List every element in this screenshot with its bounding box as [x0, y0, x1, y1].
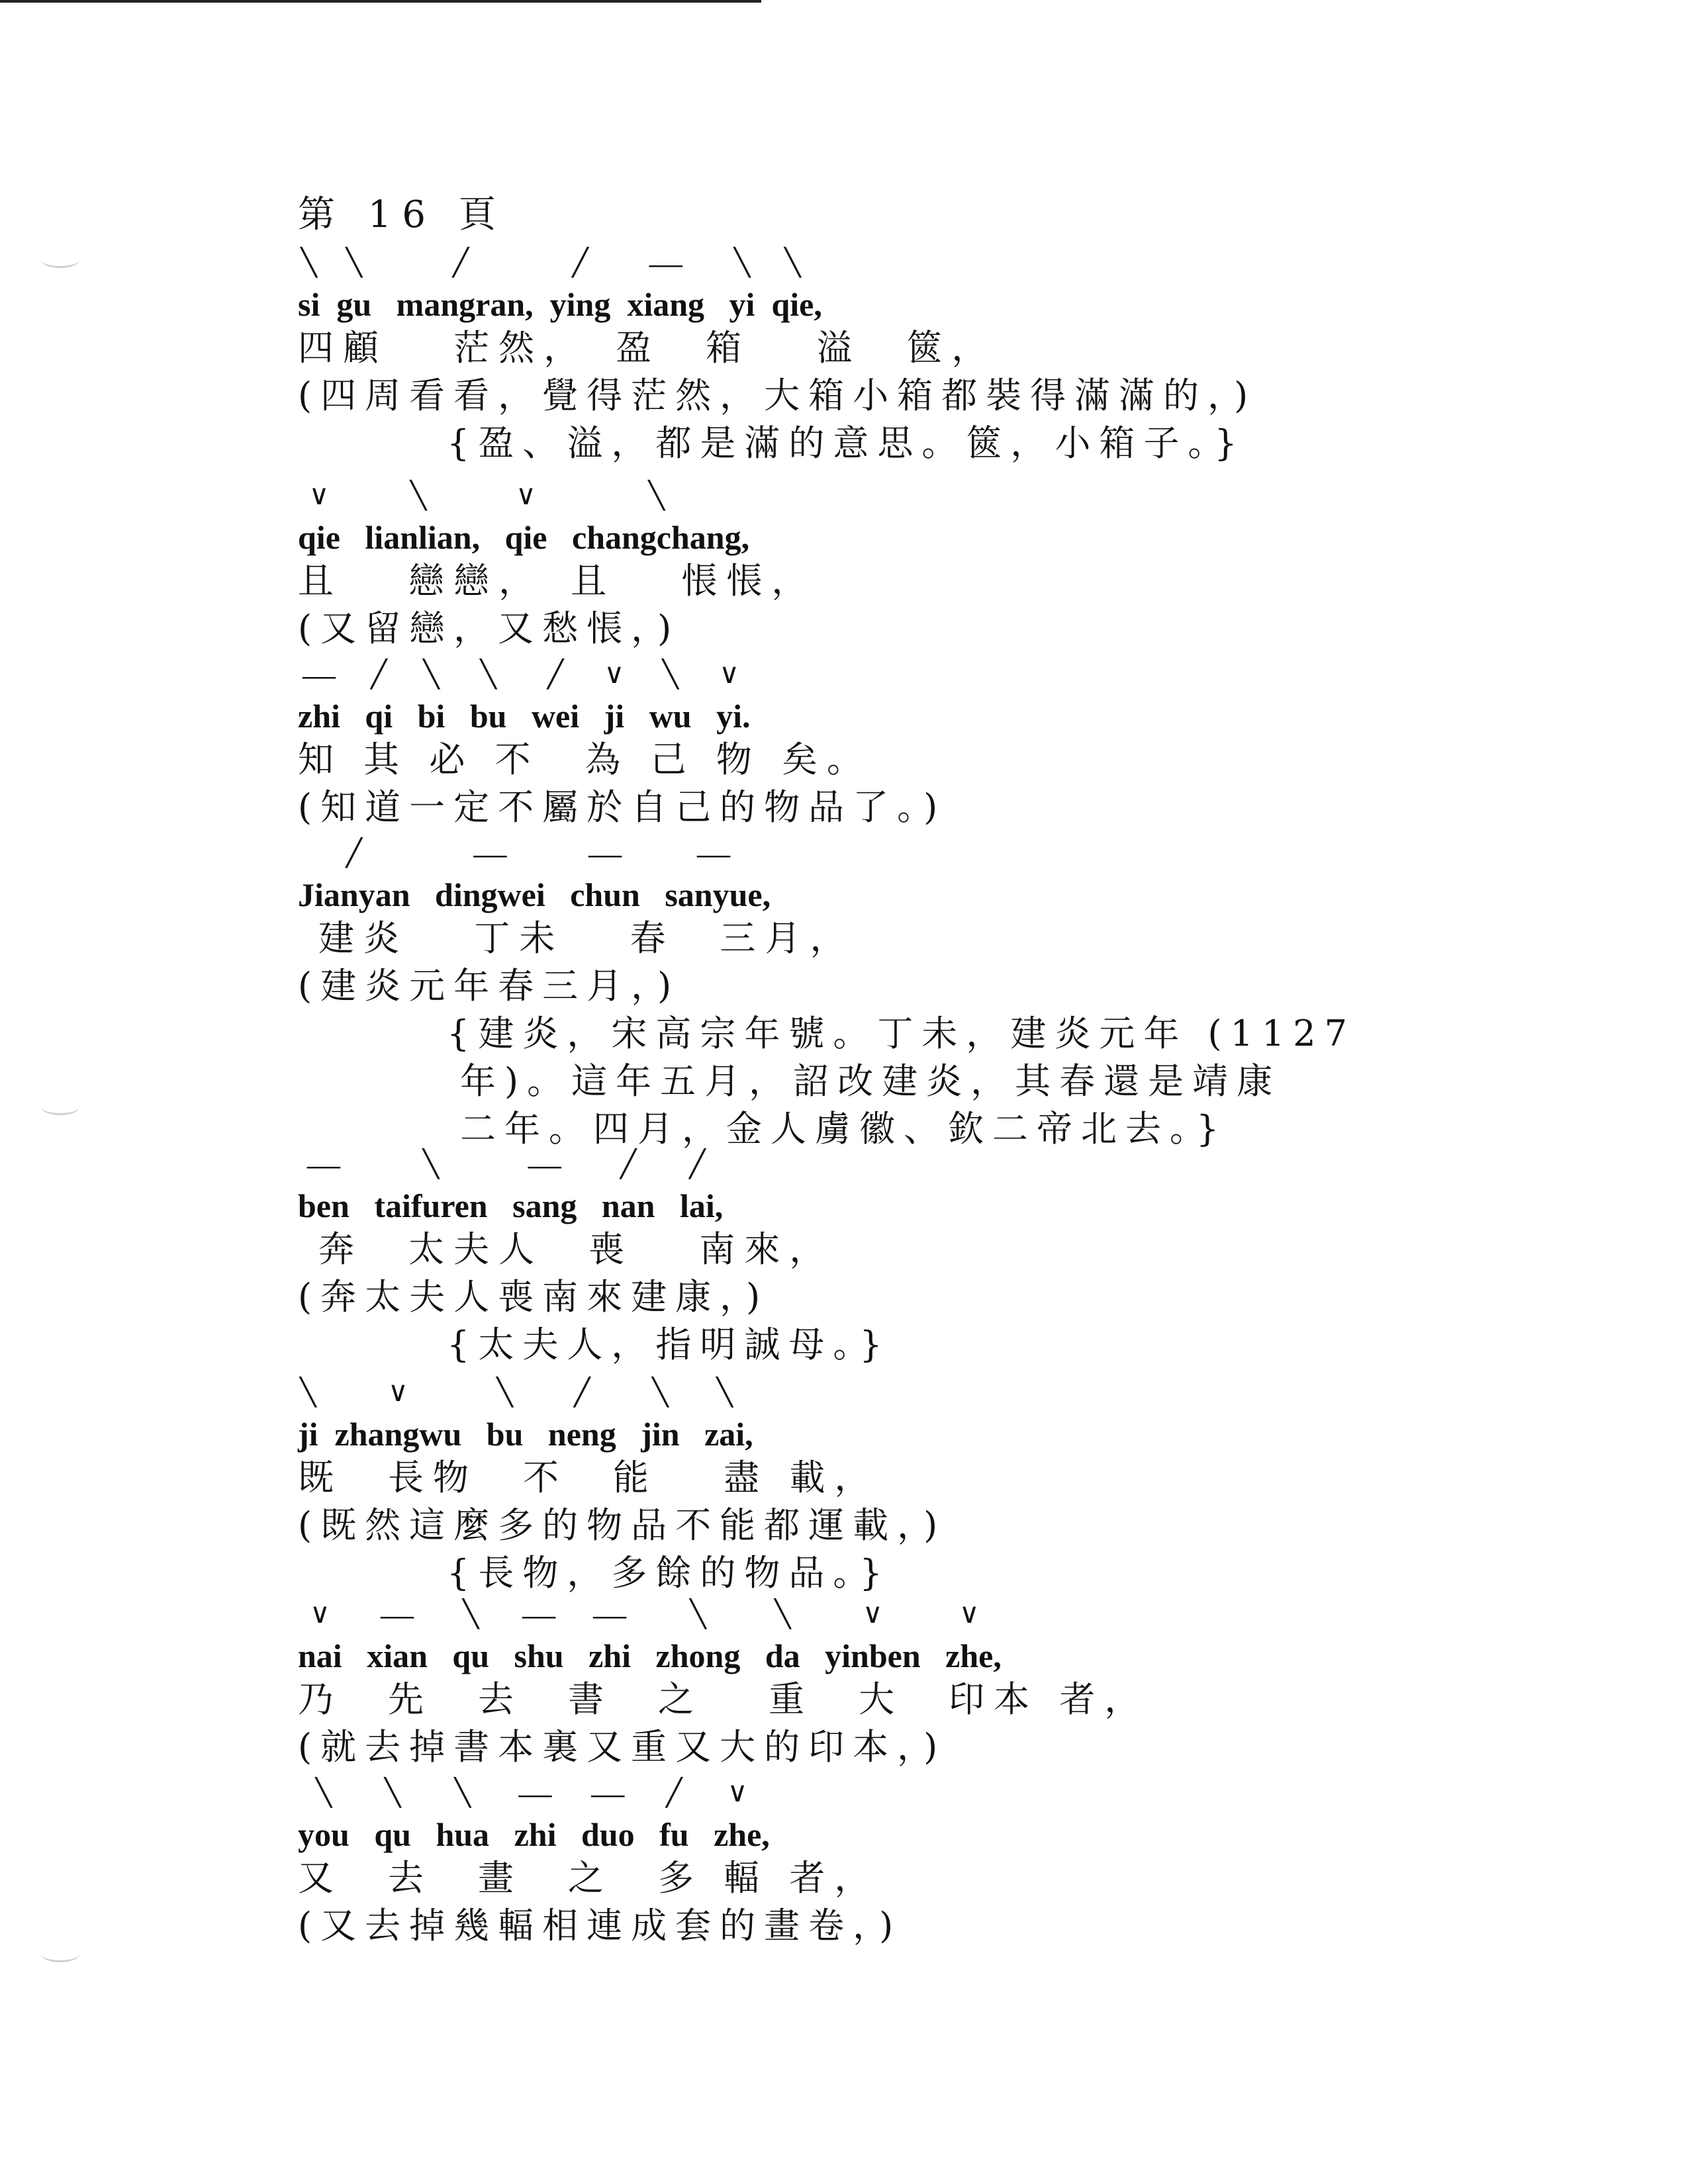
gloss-line: (奔太夫人喪南來建康，): [298, 1276, 769, 1318]
pinyin-syllable: ╲ zhong: [656, 1636, 741, 1676]
pinyin-syllable: ╱ nan: [602, 1186, 655, 1226]
pinyin-syllable: ╲ zai: [704, 1414, 745, 1454]
pinyin-syllable: ╱ mangran: [397, 285, 525, 324]
pinyin-syllable: ╱ qi: [365, 696, 393, 736]
pinyin-syllable: — ben: [298, 1186, 350, 1226]
note-line: 二年。四月，金人虜徽、欽二帝北去。}: [460, 1108, 1228, 1150]
chinese-line: 奔 太夫人 喪 南來，: [298, 1228, 835, 1270]
pinyin-syllable: ╲ si: [298, 285, 320, 324]
pinyin-syllable: ╲ taifuren: [374, 1186, 487, 1226]
note-line: {長物，多餘的物品。}: [447, 1552, 891, 1594]
pinyin-syllable: ∨ ji: [604, 696, 625, 736]
pinyin-syllable: ╲ qu: [374, 1815, 411, 1854]
pinyin-syllable: — zhi: [298, 696, 340, 736]
pinyin-syllable: ╲ wu: [649, 696, 692, 736]
verse-block: [298, 841, 1556, 1153]
pinyin-syllable: — duo: [581, 1815, 635, 1854]
pinyin-syllable: ∨ zhe: [945, 1636, 993, 1676]
pinyin-syllable: — xiang: [627, 285, 704, 324]
pinyin-syllable: ╱ lai: [680, 1186, 715, 1226]
pinyin-syllable: ╲ changchang: [572, 518, 741, 557]
pinyin-line: ╲ si ╲ gu ╱ mangran, ╱ ying — xiang ╲ yi ╲ qie,: [298, 250, 1556, 324]
pinyin-syllable: — xian: [367, 1636, 428, 1676]
pinyin-syllable: ╲ qie: [771, 285, 814, 324]
chinese-line: 既 長物 不 能 盡 載，: [298, 1457, 880, 1498]
verse-block: [298, 483, 1556, 653]
pinyin-syllable: ╲ bu: [487, 1414, 524, 1454]
pinyin-syllable: ∨ yinben: [825, 1636, 921, 1676]
pinyin-syllable: ╲ you: [298, 1815, 350, 1854]
pinyin-syllable: ╲ da: [765, 1636, 800, 1676]
gloss-line: (知道一定不屬於自己的物品了。): [298, 786, 947, 828]
page-title: 第 16 頁: [298, 193, 506, 236]
pinyin-syllable: ∨ qie: [298, 518, 340, 557]
punch-hole-mark: [41, 1099, 79, 1115]
pinyin-syllable: ╲ bu: [470, 696, 507, 736]
pinyin-line: — zhi ╱ qi ╲ bi ╲ bu ╱ wei ∨ ji ╲ wu ∨ yi.: [298, 662, 1556, 736]
pinyin-line: — ben ╲ taifuren — sang ╱ nan ╱ lai,: [298, 1152, 1556, 1226]
pinyin-syllable: — zhi: [588, 1636, 631, 1676]
chinese-line: 又 去 畫 之 多 輻 者，: [298, 1857, 880, 1899]
chinese-line: 乃 先 去 書 之 重 大 印本 者，: [298, 1678, 1150, 1720]
punch-hole-mark: [41, 251, 79, 268]
pinyin-syllable: — sanyue: [665, 875, 762, 915]
gloss-line: (就去掉書本裏又重又大的印本，): [298, 1726, 947, 1768]
note-line: {建炎，宋高宗年號。丁未，建炎元年 (1127: [447, 1013, 1356, 1054]
pinyin-syllable: ∨ zhe: [714, 1815, 761, 1854]
pinyin-line: ∨ qie ╲ lianlian, ∨ qie ╲ changchang,: [298, 483, 1556, 557]
note-line: 年)。這年五月，詔改建炎，其春還是靖康: [460, 1060, 1282, 1102]
scan-top-edge: [0, 0, 761, 3]
gloss-line: (建炎元年春三月，): [298, 965, 680, 1007]
pinyin-syllable: ╱ ying: [550, 285, 611, 324]
pinyin-syllable: ╱ wei: [532, 696, 579, 736]
pinyin-syllable: — sang: [512, 1186, 577, 1226]
pinyin-syllable: ╲ lianlian: [365, 518, 471, 557]
pinyin-syllable: ╲ bi: [418, 696, 445, 736]
gloss-line: (又留戀，又愁悵，): [298, 608, 680, 649]
gloss-line: (既然這麼多的物品不能都運載，): [298, 1504, 947, 1546]
note-line: {盈、溢，都是滿的意思。篋，小箱子。}: [447, 422, 1246, 464]
chinese-line: 知 其 必 不 為 己 物 矣。: [298, 739, 872, 780]
verse-block: [298, 1152, 1556, 1369]
verse-block: [298, 1780, 1556, 1950]
gloss-line: (又去掉幾輻相連成套的畫卷，): [298, 1905, 902, 1946]
verse-block: [298, 250, 1556, 467]
pinyin-syllable: ∨ qie: [505, 518, 547, 557]
pinyin-syllable: — dingwei: [435, 875, 545, 915]
pinyin-line: ╱ Jianyan — dingwei — chun — sanyue,: [298, 841, 1556, 915]
verse-block: [298, 662, 1556, 831]
verse-block: [298, 1380, 1556, 1597]
pinyin-syllable: ╱ Jianyan: [298, 875, 410, 915]
chinese-line: 四顧 茫然， 盈 箱 溢 篋，: [298, 327, 997, 369]
gloss-line: (四周看看，覺得茫然，大箱小箱都裝得滿滿的，): [298, 375, 1257, 416]
pinyin-syllable: ╲ qu: [452, 1636, 489, 1676]
pinyin-syllable: ╲ ji: [298, 1414, 318, 1454]
chinese-line: 且 戀戀， 且 悵悵，: [298, 560, 817, 602]
pinyin-syllable: ╲ gu: [336, 285, 371, 324]
pinyin-syllable: — zhi: [514, 1815, 557, 1854]
punch-hole-mark: [41, 1946, 79, 1962]
pinyin-syllable: ∨ nai: [298, 1636, 342, 1676]
chinese-line: 建炎 丁未 春 三月，: [298, 917, 855, 959]
pinyin-syllable: ╱ neng: [548, 1414, 616, 1454]
verse-block: [298, 1602, 1556, 1771]
pinyin-syllable: ╲ jin: [641, 1414, 679, 1454]
pinyin-syllable: ∨ zhangwu: [335, 1414, 462, 1454]
pinyin-syllable: ╲ hua: [436, 1815, 489, 1854]
pinyin-syllable: ╱ fu: [659, 1815, 688, 1854]
pinyin-syllable: — shu: [514, 1636, 564, 1676]
pinyin-line: ∨ nai — xian ╲ qu — shu — zhi ╲ zhong ╲ da ∨ yinben ∨ zhe,: [298, 1602, 1556, 1676]
pinyin-line: ╲ ji ∨ zhangwu ╲ bu ╱ neng ╲ jin ╲ zai,: [298, 1380, 1556, 1454]
pinyin-line: ╲ you ╲ qu ╲ hua — zhi — duo ╱ fu ∨ zhe,: [298, 1780, 1556, 1854]
pinyin-syllable: ∨ yi: [716, 696, 742, 736]
pinyin-syllable: — chun: [570, 875, 640, 915]
note-line: {太夫人，指明誠母。}: [447, 1324, 891, 1365]
pinyin-syllable: ╲ yi: [729, 285, 755, 324]
